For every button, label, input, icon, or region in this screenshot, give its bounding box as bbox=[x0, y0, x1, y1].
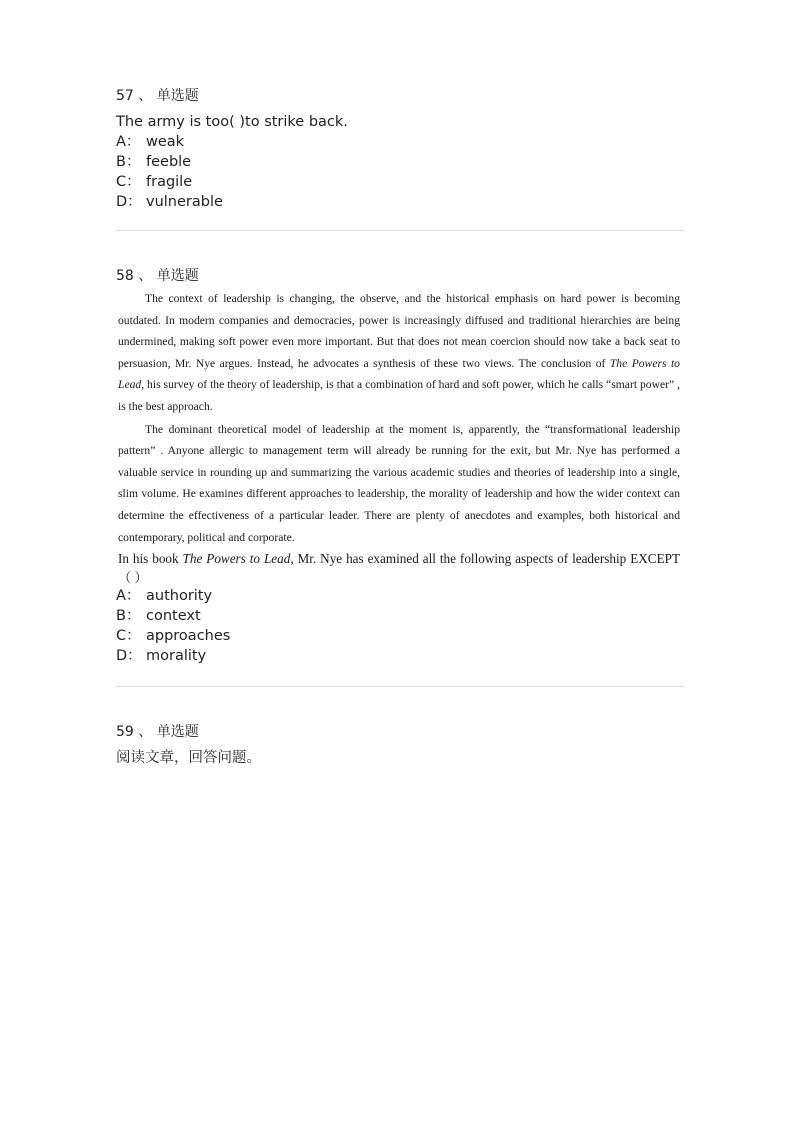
question-type: 单选题 bbox=[156, 88, 199, 104]
option-letter: C： bbox=[116, 628, 141, 644]
divider bbox=[116, 230, 684, 231]
option-text: fragile bbox=[146, 174, 193, 190]
question-separator: 、 bbox=[138, 724, 153, 740]
option-letter: A： bbox=[116, 134, 141, 150]
option-letter: B： bbox=[116, 608, 141, 624]
question-separator: 、 bbox=[138, 268, 153, 284]
question-type: 单选题 bbox=[156, 268, 199, 284]
option-b[interactable] bbox=[116, 606, 230, 626]
option-text: morality bbox=[146, 648, 207, 664]
question-text: , Mr. Nye has examined all the following aspects of leadership EXCEPT（ ） bbox=[118, 551, 681, 586]
question-text: In his book bbox=[118, 551, 183, 567]
passage-question bbox=[118, 549, 680, 587]
question-number: 58 bbox=[116, 268, 134, 284]
passage-paragraph-1 bbox=[118, 288, 680, 418]
option-letter: D： bbox=[116, 194, 142, 210]
option-a[interactable] bbox=[116, 132, 684, 152]
option-a[interactable] bbox=[116, 586, 230, 606]
option-b[interactable] bbox=[116, 152, 684, 172]
option-letter: B： bbox=[116, 154, 141, 170]
divider bbox=[116, 686, 684, 687]
option-text: vulnerable bbox=[146, 194, 223, 210]
option-c[interactable] bbox=[116, 626, 230, 646]
book-title: The Powers to Lead bbox=[118, 356, 680, 392]
question-57-stem: The army is too( )to strike back. bbox=[116, 114, 348, 130]
option-text: context bbox=[146, 608, 201, 624]
question-57-header bbox=[116, 86, 684, 106]
option-text: feeble bbox=[146, 154, 192, 170]
question-type: 单选题 bbox=[156, 724, 199, 740]
reading-passage bbox=[118, 288, 680, 587]
question-number: 57 bbox=[116, 88, 134, 104]
question-59 bbox=[116, 722, 684, 768]
question-58-options bbox=[116, 586, 230, 666]
option-letter: C： bbox=[116, 174, 141, 190]
question-57 bbox=[116, 86, 684, 212]
option-text: approaches bbox=[146, 628, 231, 644]
option-d[interactable] bbox=[116, 646, 230, 666]
book-title: The Powers to Lead bbox=[182, 551, 291, 567]
question-59-stem: 阅读文章，回答问题。 bbox=[116, 750, 261, 766]
option-letter: A： bbox=[116, 588, 141, 604]
question-58 bbox=[116, 266, 684, 286]
passage-text: The context of leadership is changing, the observe, and the historical emphasis on hard power is becoming outdated. In modern companies and democracies, power is increasingly diffused and traditional hierarchies are being undermined, making soft power even more important. But that does not mean coercion should now take a back seat to persuasion, Mr. Nye argues. Instead, he advocates a synthesis of these two views. The conclusion of bbox=[118, 292, 680, 370]
option-text: authority bbox=[146, 588, 213, 604]
question-separator: 、 bbox=[138, 88, 153, 104]
question-58-header bbox=[116, 266, 684, 286]
option-letter: D： bbox=[116, 648, 142, 664]
question-59-header bbox=[116, 722, 684, 742]
question-number: 59 bbox=[116, 724, 134, 740]
option-c[interactable] bbox=[116, 172, 684, 192]
passage-paragraph-2: The dominant theoretical model of leadership at the moment is, apparently, the “transformational leadership pattern” . Anyone allergic to management term will already be running for the exit, but Mr. Nye has performed a valuable service in rounding up and summarizing the various academic studies and theories of leadership into a single, slim volume. He examines different approaches to leadership, the morality of leadership and how the wider context can determine the effectiveness of a particular leader. There are plenty of anecdotes and examples, both historical and contemporary, political and corporate. bbox=[118, 422, 680, 544]
option-d[interactable] bbox=[116, 192, 684, 212]
option-text: weak bbox=[146, 134, 185, 150]
passage-text: , his survey of the theory of leadership, is that a combination of hard and soft power, which he calls “smart power” , is the best approach. bbox=[118, 378, 680, 413]
